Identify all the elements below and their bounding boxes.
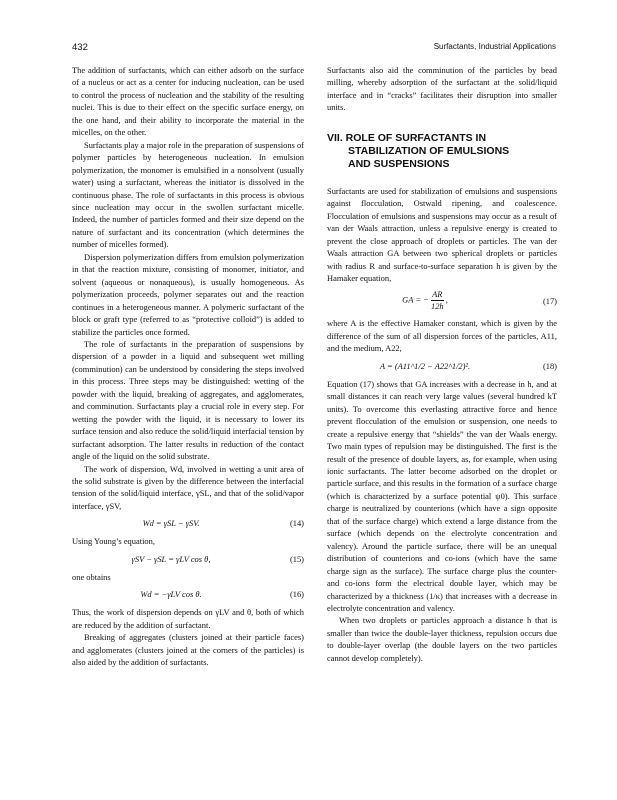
equation-18: [327, 358, 557, 376]
equation-tail: ,: [445, 294, 448, 305]
paragraph: When two droplets or particles approach a distance h that is smaller than twice the double-layer thickness, repulsion occurs due to double-layer overlap (the double layers on the two particles cannot develop completely).: [327, 615, 557, 663]
text-line: Using Young’s equation,: [72, 536, 155, 547]
heading-line: VII. ROLE OF SURFACTANTS IN: [327, 131, 487, 144]
equation-expression: Wd = −γLV cos θ.: [140, 589, 202, 600]
equation-expression: [327, 289, 523, 312]
running-head: Surfactants, Industrial Applications: [433, 42, 556, 51]
paragraph: The work of dispersion, Wd, involved in wetting a unit area of the solid substrate is given by the difference between the interfacial tension of the solid/liquid interface, γSL, and that of the solid/vapor interface, γSV,: [72, 463, 304, 511]
equation-lhs: GA = −: [402, 294, 429, 305]
fraction: [431, 289, 444, 312]
paragraph: Equation (17) shows that GA increases with a decrease in h, and at small distances it can reach very large values (several hundred kT units). To overcome this everlasting attractive force and hence prevent flocculation of the emulsion or suspension, one needs to create a repulsive energy that “shields” the van der Waals energy. Two main types of repulsion may be distinguished. The first is the result of the presence of double layers, as, for example, when using ionic surfactants. The latter become adsorbed on the droplet or particle surface, and this results in the formation of a surface charge (which is characterized by a surface potential ψ0). This surface charge is neutralized by counterions (which have a sign opposite that of the surface charge) which extend a large distance from the surface (which depends on the electrolyte concentration and valency). Around the particle surface, there will be an unequal distribution of counterions and co-ions (which have the same charge sign as the surface). The surface charge plus the counter- and co-ions form the electrical double layer, which may be characterized by a thickness (1/κ) that increases with a decrease in electrolyte concentration and valency.: [327, 378, 557, 613]
equation-14: [72, 515, 304, 533]
paragraph: Surfactants play a major role in the preparation of suspensions of polymer particles by heterogeneous nucleation. In emulsion polymerization, the monomer is emulsified in a nonsolvent (usually water) using a surfactant, whereas the initiator is dissolved in the continuous phase. The role of surfactants in this process is obvious since nucleation may occur in the swollen surfactant micelle. Indeed, the number of particles formed and their size depend on the nature of surfactant and its concentration (which determines the number of micelles formed).: [72, 139, 304, 250]
heading-line: STABILIZATION OF EMULSIONS: [348, 144, 510, 157]
paragraph: where A is the effective Hamaker constant, which is given by the difference of the sum of all dispersion forces of the particles, A11, and the medium, A22,: [327, 318, 557, 354]
fraction-denominator: 12h: [430, 301, 444, 312]
page-header: [72, 42, 556, 56]
equation-number: (15): [289, 553, 304, 564]
equation-number: (16): [289, 589, 304, 600]
equation-16: [72, 586, 304, 604]
equation-17: [327, 287, 557, 315]
equation-number: (14): [289, 518, 304, 529]
heading-line: AND SUSPENSIONS: [348, 157, 450, 170]
paragraph: Dispersion polymerization differs from emulsion polymerization in that the reaction mixture, consisting of monomer, initiator, and solvent (aqueous or nonaqueous), is usually homogeneous. As polymerization proceeds, polymer separates out and the reaction continues in a heterogeneous manner. A polymeric surfactant of the block or graft type (referred to as “protective colloid”) is added to stabilize the particles once formed.: [72, 251, 304, 337]
equation-expression: A = (A11^1/2 − A22^1/2)².: [379, 360, 471, 371]
equation-number: (18): [542, 360, 557, 371]
paragraph: The role of surfactants in the preparation of suspensions by dispersion of a powder in a liquid and subsequent wet milling (comminution) can be understood by considering the steps involved in this process. Three steps may be distinguished: wetting of the powder with the liquid, breaking of aggregates, and agglomerates, and comminution. Surfactants play a crucial role in every step. For wetting the powder with the liquid, it is necessary to lower its surface tension and also reduce the solid/liquid interfacial tension by surfactant adsorption. The latter results in reduction of the contact angle of the liquid on the solid substrate.: [72, 338, 304, 462]
equation-expression: γSV − γSL = γLV cos θ,: [131, 553, 211, 564]
equation-15: [72, 551, 304, 569]
paragraph: Thus, the work of dispersion depends on γLV and θ, both of which are reduced by the addition of surfactant.: [72, 607, 304, 630]
paragraph: Surfactants are used for stabilization of emulsions and suspensions against flocculation, Ostwald ripening, and coalescence. Flocculation of emulsions and suspensions may occur as a result of van der Waals attraction, unless a repulsive energy is created to prevent the close approach of droplets or particles. The van der Waals attraction GA between two spherical droplets or particles with radius R and surface-to-surface separation h is given by the Hamaker equation,: [327, 185, 557, 283]
paragraph: The addition of surfactants, which can either adsorb on the surface of a nucleus or act as a center for inducing nucleation, can be used to control the process of nucleation and the stability of the resulting nuclei. This is due to their effect on the specific surface energy, on the one hand, and their ability to incorporate the material in the micelles, on the other.: [72, 65, 304, 138]
equation-expression: Wd = γSL − γSV.: [142, 518, 200, 529]
text-line: one obtains: [72, 571, 111, 582]
right-column: [327, 64, 557, 664]
paragraph: Breaking of aggregates (clusters joined at their particle faces) and agglomerates (clusters joined at the corners of the particles) is also aided by the addition of surfactants.: [72, 632, 304, 668]
left-column: [72, 64, 304, 668]
section-heading: [327, 132, 557, 171]
paragraph: Surfactants also aid the comminution of the particles by bead milling, whereby adsorption of the surfactant at the solid/liquid interface and in “cracks” facilitates their disruption into smaller units.: [327, 65, 557, 113]
equation-number: (17): [542, 296, 557, 307]
page-number: 432: [72, 42, 88, 53]
fraction-numerator: AR: [432, 289, 443, 300]
